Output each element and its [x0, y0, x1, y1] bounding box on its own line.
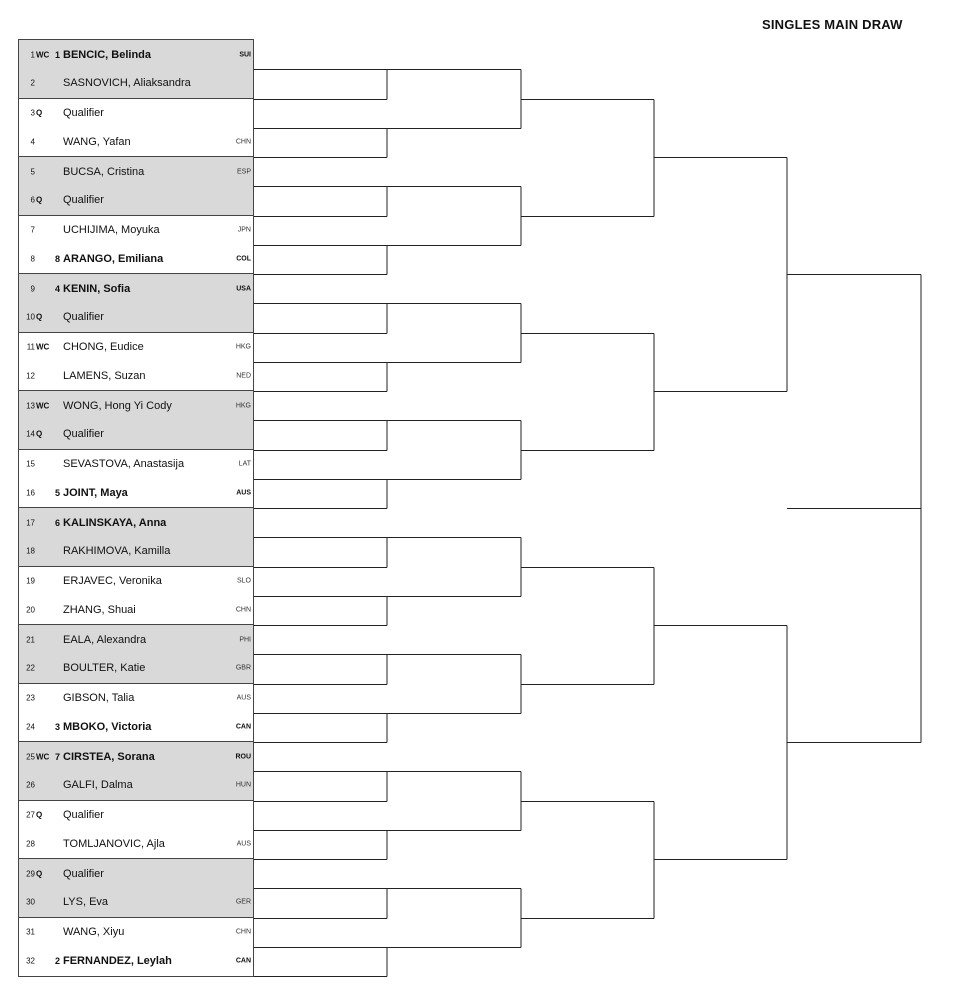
draw-number: 14 — [26, 429, 35, 439]
player-name: RAKHIMOVA, Kamilla — [63, 545, 171, 558]
player-name: WANG, Yafan — [63, 135, 131, 148]
nationality: CAN — [235, 723, 251, 731]
seed-number: 6 — [54, 517, 60, 528]
draw-number: 26 — [26, 780, 35, 790]
entry-status: WC — [36, 50, 50, 60]
draw-number: 24 — [26, 722, 35, 732]
nationality: AUS — [236, 694, 251, 702]
player-name: UCHIJIMA, Moyuka — [63, 224, 160, 237]
seed-number: 5 — [54, 487, 60, 498]
draw-number: 10 — [26, 312, 35, 322]
player-name: GALFI, Dalma — [63, 779, 133, 792]
player-name: SEVASTOVA, Anastasija — [63, 458, 185, 471]
player-name: LYS, Eva — [63, 896, 109, 909]
nationality: GER — [235, 898, 251, 906]
nationality: CHN — [235, 606, 251, 614]
player-name: EALA, Alexandra — [63, 633, 147, 646]
draw-number: 22 — [26, 663, 35, 673]
player-name: ARANGO, Emiliana — [63, 252, 164, 265]
entry-status: Q — [36, 108, 43, 118]
nationality: HKG — [235, 402, 251, 410]
draw-number: 1 — [30, 50, 35, 60]
nationality: ROU — [235, 753, 251, 761]
player-name: ZHANG, Shuai — [63, 603, 136, 616]
entry-status: Q — [36, 195, 43, 205]
player-name: Qualifier — [63, 194, 104, 207]
player-name: TOMLJANOVIC, Ajla — [63, 837, 165, 850]
draw-number: 6 — [30, 195, 35, 205]
player-name: Qualifier — [63, 311, 104, 324]
player-name: Qualifier — [63, 107, 104, 120]
player-name: Qualifier — [63, 809, 104, 822]
draw-number: 32 — [26, 956, 35, 966]
seed-number: 2 — [54, 956, 60, 967]
player-name: SASNOVICH, Aliaksandra — [63, 77, 191, 90]
draw-number: 15 — [26, 459, 35, 469]
draw-number: 25 — [26, 752, 35, 762]
entry-status: WC — [36, 752, 50, 762]
entry-status: Q — [36, 869, 43, 879]
draw-number: 27 — [26, 810, 35, 820]
draw-number: 8 — [30, 254, 35, 264]
draw-number: 12 — [26, 371, 35, 381]
draw-number: 19 — [26, 576, 35, 586]
nationality: HKG — [235, 343, 251, 351]
draw-number: 2 — [30, 78, 35, 88]
seed-number: 4 — [54, 283, 60, 294]
seed-number: 3 — [54, 721, 60, 732]
player-name: CHONG, Eudice — [63, 341, 144, 354]
player-name: LAMENS, Suzan — [63, 369, 146, 382]
draw-number: 17 — [26, 518, 35, 528]
draw-number: 21 — [26, 635, 35, 645]
entry-status: WC — [36, 342, 50, 352]
nationality: CHN — [235, 138, 251, 146]
draw-number: 18 — [26, 546, 35, 556]
draw-number: 11 — [26, 342, 35, 352]
draw-number: 7 — [30, 225, 35, 235]
nationality: SUI — [239, 51, 251, 59]
draw-number: 20 — [26, 605, 35, 615]
player-name: GIBSON, Talia — [63, 692, 135, 705]
nationality: HUN — [235, 781, 251, 789]
nationality: ESP — [236, 168, 251, 176]
entry-status: WC — [36, 401, 50, 411]
draw-number: 31 — [26, 927, 35, 937]
player-name: WANG, Xiyu — [63, 926, 125, 939]
player-name: BOULTER, Katie — [63, 662, 146, 675]
draw-number: 13 — [26, 401, 35, 411]
nationality: COL — [236, 255, 251, 263]
nationality: JPN — [237, 226, 251, 234]
player-name: MBOKO, Victoria — [63, 720, 152, 733]
nationality: LAT — [238, 460, 251, 468]
draw-number: 29 — [26, 869, 35, 879]
player-name: BENCIC, Belinda — [63, 48, 152, 61]
nationality: NED — [236, 372, 251, 380]
nationality: USA — [236, 285, 251, 293]
player-name: KALINSKAYA, Anna — [63, 516, 167, 529]
seed-number: 7 — [54, 751, 60, 762]
nationality: PHI — [239, 636, 251, 644]
nationality: GBR — [235, 664, 251, 672]
draw-number: 4 — [30, 137, 35, 147]
player-name: BUCSA, Cristina — [63, 165, 145, 178]
draw-number: 30 — [26, 897, 35, 907]
player-name: WONG, Hong Yi Cody — [63, 399, 172, 412]
nationality: AUS — [236, 840, 251, 848]
seed-number: 1 — [54, 49, 60, 60]
player-name: Qualifier — [63, 428, 104, 441]
nationality: CHN — [235, 928, 251, 936]
nationality: SLO — [236, 577, 251, 585]
draw-number: 9 — [30, 284, 35, 294]
seed-number: 8 — [54, 253, 60, 264]
player-name: CIRSTEA, Sorana — [63, 750, 155, 763]
draw-number: 16 — [26, 488, 35, 498]
draw-number: 3 — [30, 108, 35, 118]
nationality: AUS — [236, 489, 251, 497]
entry-status: Q — [36, 429, 43, 439]
nationality: CAN — [235, 957, 251, 965]
player-name: ERJAVEC, Veronika — [63, 575, 162, 588]
player-name: FERNANDEZ, Leylah — [63, 955, 172, 968]
draw-title: SINGLES MAIN DRAW — [762, 17, 903, 32]
draw-number: 28 — [26, 839, 35, 849]
draw-number: 23 — [26, 693, 35, 703]
entry-status: Q — [36, 810, 43, 820]
entry-status: Q — [36, 312, 43, 322]
player-name: Qualifier — [63, 867, 104, 880]
player-name: JOINT, Maya — [63, 486, 128, 499]
player-name: KENIN, Sofia — [63, 282, 131, 295]
draw-number: 5 — [30, 167, 35, 177]
